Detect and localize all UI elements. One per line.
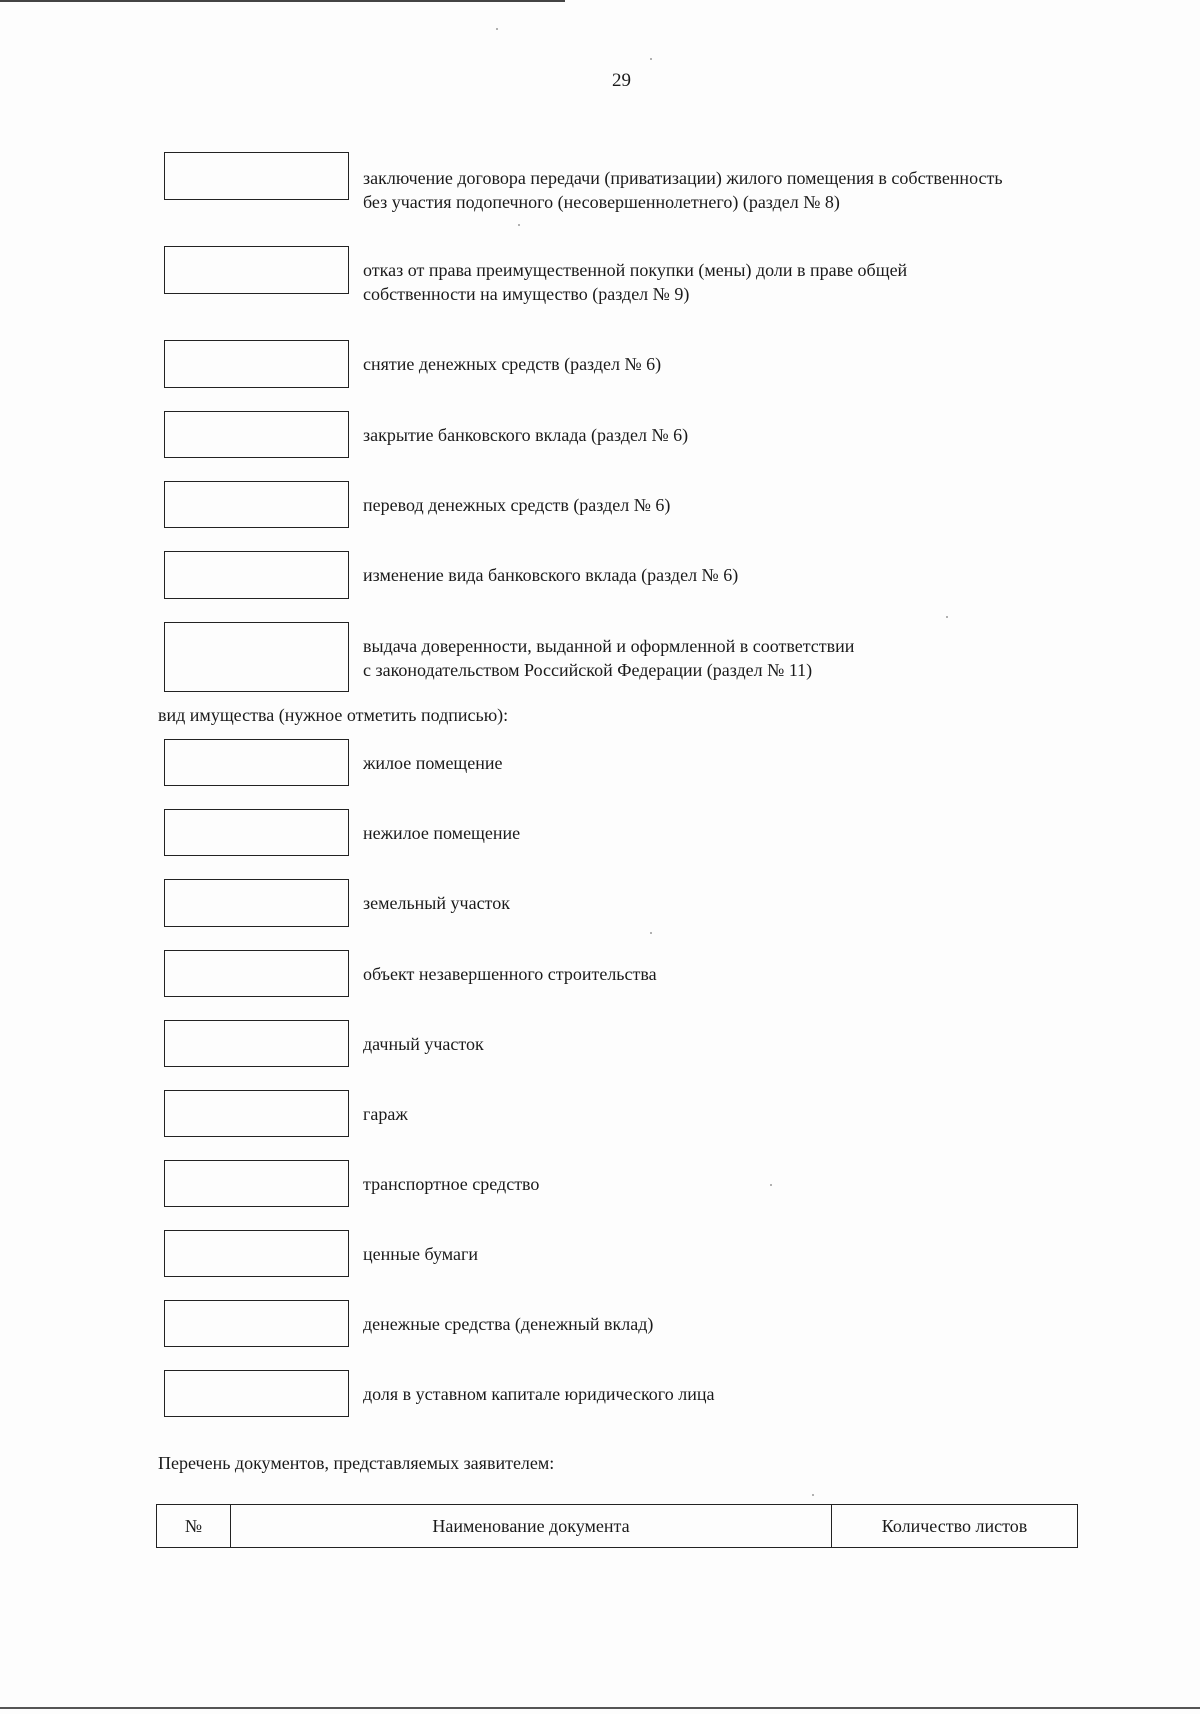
- action-label: отказ от права преимущественной покупки (мены) доли в праве общей собственности на имущество (раздел № 9): [363, 260, 908, 304]
- column-number: №: [157, 1505, 231, 1548]
- property-label: земельный участок: [363, 893, 510, 913]
- scan-speck: [650, 932, 652, 934]
- top-scan-line: [0, 0, 565, 2]
- property-label: транспортное средство: [363, 1174, 540, 1194]
- scan-speck: [496, 28, 498, 30]
- checkbox[interactable]: [164, 246, 349, 294]
- checkbox[interactable]: [164, 809, 349, 856]
- checkbox[interactable]: [164, 739, 349, 786]
- scan-speck: [770, 1184, 772, 1186]
- property-label: гараж: [363, 1104, 408, 1124]
- checkbox[interactable]: [164, 411, 349, 458]
- checkbox[interactable]: [164, 340, 349, 388]
- checkbox[interactable]: [164, 1020, 349, 1067]
- checkbox[interactable]: [164, 950, 349, 997]
- scan-speck: [946, 616, 948, 618]
- table-header-row: [157, 1505, 1078, 1548]
- checkbox[interactable]: [164, 1300, 349, 1347]
- scan-speck: [812, 1494, 814, 1496]
- bottom-scan-line: [0, 1707, 1200, 1709]
- property-label: ценные бумаги: [363, 1244, 478, 1264]
- property-label: денежные средства (денежный вклад): [363, 1314, 654, 1334]
- checkbox[interactable]: [164, 1090, 349, 1137]
- action-label: снятие денежных средств (раздел № 6): [363, 354, 662, 374]
- property-label: доля в уставном капитале юридического лица: [363, 1384, 715, 1404]
- action-label: перевод денежных средств (раздел № 6): [363, 495, 671, 515]
- scan-speck: [518, 224, 520, 226]
- scan-speck: [650, 58, 652, 60]
- action-label: заключение договора передачи (приватизации) жилого помещения в собственность без участия подопечного (несовершеннолетнего) (раздел № 8): [363, 168, 1003, 212]
- column-sheet-count: Количество листов: [832, 1505, 1078, 1548]
- checkbox[interactable]: [164, 1230, 349, 1277]
- property-label: нежилое помещение: [363, 823, 521, 843]
- checkbox[interactable]: [164, 879, 349, 927]
- action-label: выдача доверенности, выданной и оформленной в соответствии с законодательством Российской Федерации (раздел № 11): [363, 636, 855, 680]
- action-label: закрытие банковского вклада (раздел № 6): [363, 425, 689, 445]
- property-type-label: вид имущества (нужное отметить подписью):: [158, 705, 509, 725]
- property-label: дачный участок: [363, 1034, 484, 1054]
- page-number: 29: [612, 70, 631, 91]
- checkbox[interactable]: [164, 622, 349, 692]
- checkbox[interactable]: [164, 481, 349, 528]
- property-label: объект незавершенного строительства: [363, 964, 657, 984]
- checkbox[interactable]: [164, 1160, 349, 1207]
- checkbox[interactable]: [164, 551, 349, 599]
- action-label: изменение вида банковского вклада (раздел № 6): [363, 565, 739, 585]
- documents-heading: Перечень документов, представляемых заявителем:: [158, 1453, 555, 1473]
- documents-table: [156, 1504, 1078, 1548]
- column-document-name: Наименование документа: [231, 1505, 832, 1548]
- property-label: жилое помещение: [363, 753, 503, 773]
- checkbox[interactable]: [164, 1370, 349, 1417]
- checkbox[interactable]: [164, 152, 349, 200]
